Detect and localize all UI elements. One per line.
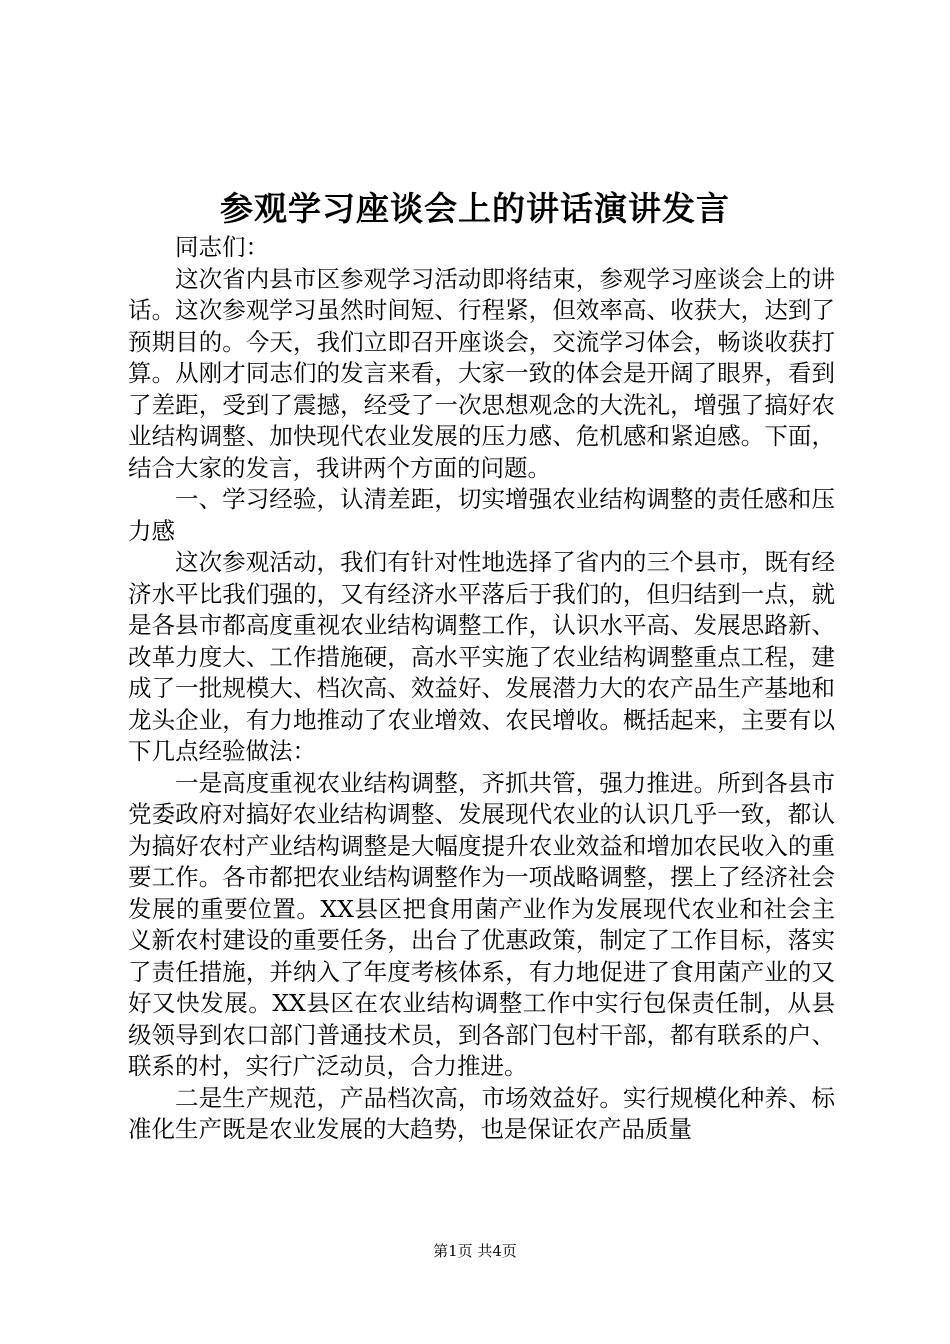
document-title: 参观学习座谈会上的讲话演讲发言 xyxy=(220,189,730,228)
paragraph-point-2: 二是生产规范，产品档次高，市场效益好。实行规模化种养、标准化生产既是农业发展的大趋势，也是保证农产品质量 xyxy=(128,1083,835,1143)
paragraph-point-1: 一是高度重视农业结构调整，齐抓共管，强力推进。所到各县市党委政府对搞好农业结构调整、发展现代农业的认识几乎一致，都认为搞好农村产业结构调整是大幅度提升农业效益和增加农民收入的重要工作。各市都把农业结构调整作为一项战略调整，摆上了经济社会发展的重要位置。XX县区把食用菌产业作为发展现代农业和社会主义新农村建设的重要任务，出台了优惠政策，制定了工作目标，落实了责任措施，并纳入了年度考核体系，有力地促进了食用菌产业的又好又快发展。XX县区在农业结构调整工作中实行包保责任制，从县级领导到农口部门普通技术员，到各部门包村干部，都有联系的户、联系的村，实行广泛动员，合力推进。 xyxy=(128,768,835,1080)
page-footer: 第1页 共4页 xyxy=(433,1242,517,1260)
document-body xyxy=(128,232,835,1146)
paragraph-intro: 这次省内县市区参观学习活动即将结束，参观学习座谈会上的讲话。这次参观学习虽然时间短、行程紧，但效率高、收获大，达到了预期目的。今天，我们立即召开座谈会，交流学习体会，畅谈收获打算。从刚才同志们的发言来看，大家一致的体会是开阔了眼界，看到了差距，受到了震撼，经受了一次思想观念的大洗礼，增强了搞好农业结构调整、加快现代农业发展的压力感、危机感和紧迫感。下面，结合大家的发言，我讲两个方面的问题。 xyxy=(128,264,835,482)
paragraph-visit: 这次参观活动，我们有针对性地选择了省内的三个县市，既有经济水平比我们强的，又有经济水平落后于我们的，但归结到一点，就是各县市都高度重视农业结构调整工作，认识水平高、发展思路新、改革力度大、工作措施硬，高水平实施了农业结构调整重点工程，建成了一批规模大、档次高、效益好、发展潜力大的农产品生产基地和龙头企业，有力地推动了农业增效、农民增收。概括起来，主要有以下几点经验做法： xyxy=(128,548,835,765)
section-heading-1: 一、学习经验，认清差距，切实增强农业结构调整的责任感和压力感 xyxy=(128,485,835,545)
salutation: 同志们： xyxy=(175,233,269,261)
